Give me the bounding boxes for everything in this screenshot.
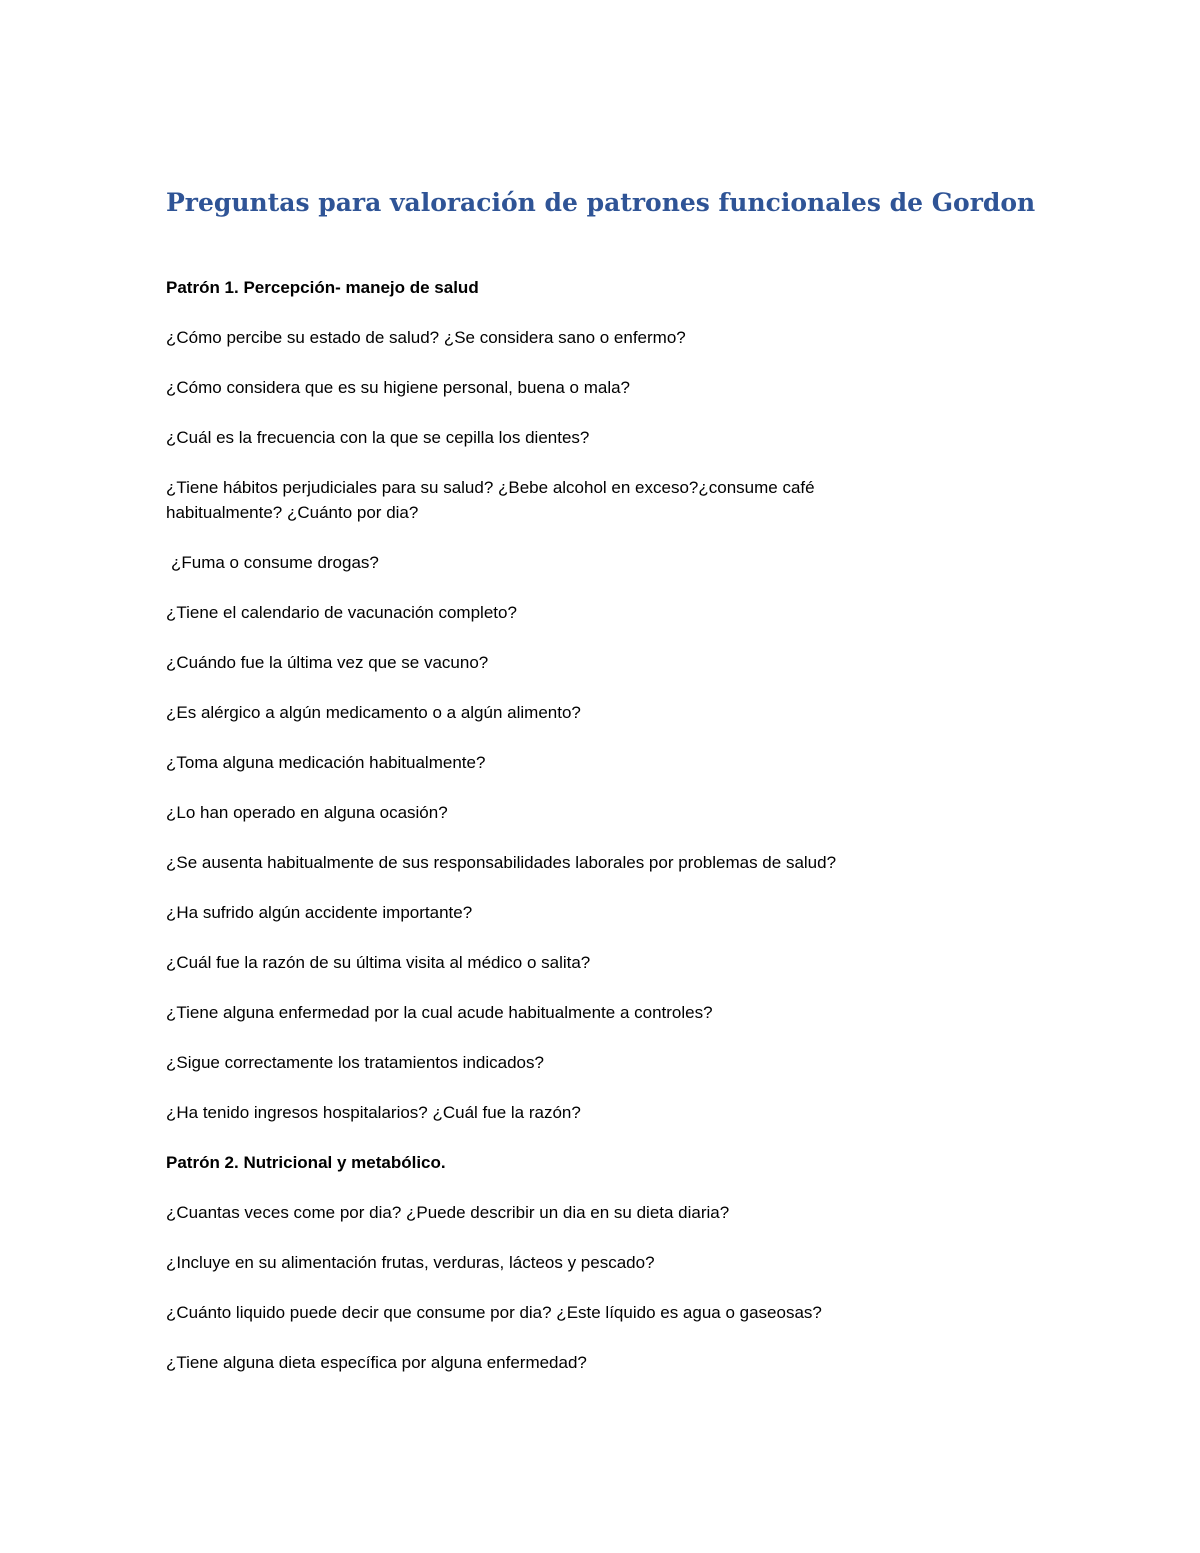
document-title: Preguntas para valoración de patrones funcionales de Gordon [166, 188, 1036, 217]
question-item: ¿Cuantas veces come por dia? ¿Puede describir un dia en su dieta diaria? [166, 1203, 730, 1222]
document-body [166, 275, 1066, 1400]
question-item: ¿Cuál es la frecuencia con la que se cepilla los dientes? [166, 428, 590, 447]
question-item: ¿Tiene hábitos perjudiciales para su salud? ¿Bebe alcohol en exceso?¿consume café habitualmente? ¿Cuánto por dia? [166, 478, 815, 522]
question-item: ¿Sigue correctamente los tratamientos indicados? [166, 1053, 544, 1072]
question-item: ¿Toma alguna medicación habitualmente? [166, 753, 486, 772]
question-item: ¿Ha sufrido algún accidente importante? [166, 903, 473, 922]
question-item: ¿Tiene alguna enfermedad por la cual acude habitualmente a controles? [166, 1003, 713, 1022]
question-item: ¿Cómo considera que es su higiene personal, buena o mala? [166, 378, 631, 397]
question-item: ¿Tiene el calendario de vacunación completo? [166, 603, 517, 622]
question-item: ¿Tiene alguna dieta específica por alguna enfermedad? [166, 1353, 587, 1372]
question-item: ¿Cuánto liquido puede decir que consume por dia? ¿Este líquido es agua o gaseosas? [166, 1303, 822, 1322]
question-item: ¿Se ausenta habitualmente de sus responsabilidades laborales por problemas de salud? [166, 853, 837, 872]
question-item: ¿Incluye en su alimentación frutas, verduras, lácteos y pescado? [166, 1253, 655, 1272]
question-item: ¿Cuál fue la razón de su última visita al médico o salita? [166, 953, 591, 972]
section-heading-patron-2: Patrón 2. Nutricional y metabólico. [166, 1153, 446, 1172]
question-item: ¿Fuma o consume drogas? [171, 553, 379, 572]
section-heading-patron-1: Patrón 1. Percepción- manejo de salud [166, 278, 479, 297]
question-item: ¿Lo han operado en alguna ocasión? [166, 803, 448, 822]
question-item: ¿Ha tenido ingresos hospitalarios? ¿Cuál fue la razón? [166, 1103, 581, 1122]
question-item: ¿Cómo percibe su estado de salud? ¿Se considera sano o enfermo? [166, 328, 686, 347]
question-item: ¿Cuándo fue la última vez que se vacuno? [166, 653, 489, 672]
question-item: ¿Es alérgico a algún medicamento o a algún alimento? [166, 703, 581, 722]
